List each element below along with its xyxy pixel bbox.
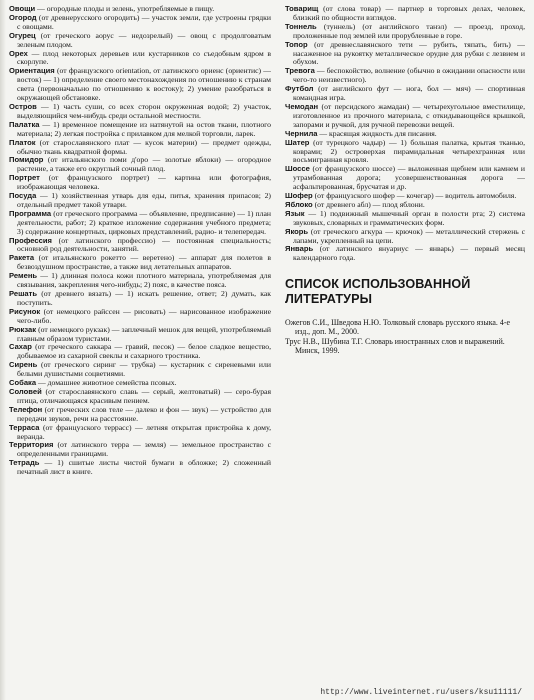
dictionary-entry (285, 103, 525, 130)
dictionary-entry (9, 459, 271, 477)
entry-term: Шоссе (285, 164, 310, 174)
dictionary-entry (9, 174, 271, 192)
dictionary-entry (285, 245, 525, 263)
entry-term: Сахар (9, 342, 32, 352)
entry-definition: — огородные плоды и зелень, употребляемые в пищу. (35, 4, 215, 13)
entry-definition: — 1) временное помещение из натянутой на остов ткани, плотного материала; 2) легкая постройка с прилавком для мелкой торговли, ларек. (17, 119, 271, 138)
entry-definition: (от древнего абл) — плод яблони. (312, 199, 425, 209)
dictionary-entry (9, 406, 271, 424)
dictionary-entry (9, 121, 271, 139)
right-column (285, 5, 525, 355)
entry-definition: (от старославянского славь — серый, желтоватый) — серо-бурая птица, отличающаяся красивым пением. (17, 386, 271, 405)
dictionary-entry (9, 50, 271, 68)
dictionary-entry (285, 41, 525, 68)
entry-definition: (от греческого программа — объявление, предписание) — 1) план деятельности, работ; 2) краткое изложение содержания учебного предмета; 3) содержание концертных, цирковых представлений, радио- и телепередач. (17, 208, 271, 236)
entry-term: Ракета (9, 253, 35, 263)
entry-definition: — беспокойство, волнение (обычно в ожидании опасности или чего-то неизвестного). (293, 66, 525, 85)
entry-term: Тетрадь (9, 458, 40, 468)
entry-definition: (от английского фут — нога, бол — мяч) — спортивная командная игра. (293, 84, 525, 103)
entry-definition: (от греческого агкура — крючок) — металлический стержень с лапами, укрепленный на цепи. (293, 226, 525, 245)
dictionary-entry (9, 326, 271, 344)
entry-definition: (от немецкого рукзак) — заплечный мешок для вещей, употребляемый главным образом туристами. (17, 324, 271, 343)
entry-term: Яблоко (285, 199, 313, 209)
dictionary-entry (9, 192, 271, 210)
entry-definition: (от французского террасс) — летняя открытая пристройка к дому, веранда. (17, 422, 271, 441)
dictionary-entry (9, 290, 271, 308)
entry-term: Программа (9, 208, 52, 218)
entry-definition: (от греческого aoрус — недозрелый) — овощ с продолговатым зеленым плодом. (17, 30, 271, 49)
dictionary-entry (9, 139, 271, 157)
entry-term: Решать (9, 289, 38, 298)
entry-definition: (от старославянского плат — кусок материи) — предмет одежды, обычно ткань квадратной формы. (17, 137, 271, 156)
entry-term: Территория (9, 440, 54, 450)
entry-definition: — плод некоторых деревьев или кустарников со съедобным ядром в скорлупе. (17, 48, 271, 67)
entry-term: Чемодан (285, 101, 319, 111)
right-entries (285, 5, 525, 263)
dictionary-entry (9, 361, 271, 379)
dictionary-entry (9, 308, 271, 326)
entry-definition: — 1) длинная полоса кожи плотного материала, употребляемая для связывания, закрепления чего-нибудь; 2) пояс, в качестве пояса. (17, 271, 271, 290)
dictionary-entry (9, 388, 271, 406)
bibliography (285, 318, 525, 355)
entry-definition: — домашнее животное семейства псовых. (36, 378, 177, 388)
entry-term: Ориентация (9, 66, 55, 76)
entry-definition: (от французского портрет) — картина или фотография, изображающая человека. (17, 173, 271, 192)
bibliography-item: Ожегов С.И., Шведова Н.Ю. Толковый словарь русского языка. 4-е изд., доп. М., 2000. (285, 318, 510, 337)
dictionary-entry (285, 210, 525, 228)
bibliography-item: Трус Н.В., Шубина Т.Г. Словарь иностранных слов и выражений. Минск, 1999. (285, 336, 505, 355)
entry-term: Якорь (285, 226, 309, 236)
entry-definition: (от французского orientation, от латинского ориенс (ориентис) — восток) — 1) определение своего местонахождения по отношению к странам света (первоначально по отношению к востоку); 2) умение разобраться в окружающей обстановке. (17, 66, 271, 103)
entry-term: Чернила (285, 128, 318, 138)
dictionary-entry (9, 272, 271, 290)
entry-definition: (от персидского жамадан) — четырехугольное вместилище, изготовленное из прочного материала, с откидывающейся крышкой, запорами и ручкой, для ручной перевозки вещей. (293, 101, 525, 129)
entry-term: Орех (9, 48, 28, 58)
entry-definition: — 1) хозяйственная утварь для еды, питья, хранения припасов; 2) отдельный предмет такой утвари. (17, 191, 271, 209)
entry-definition: (от итальянского поми д'оро — золотые яблоки) — огородное растение, а также его округлый сочный плод. (17, 155, 271, 174)
footer-url: http://www.liveinternet.ru/users/ksu11111/ (320, 688, 522, 697)
entry-term: Овощи (9, 4, 36, 13)
entry-term: Телефон (9, 404, 43, 414)
entry-definition: — 1) подвижный мышечный орган в полости рта; 2) система звуковых, словарных и грамматических форм. (293, 208, 525, 227)
dictionary-entry (9, 32, 271, 50)
entry-definition: (от французского шофер — кочегар) — водитель автомобиля. (312, 191, 517, 201)
entry-term: Профессия (9, 235, 52, 245)
dictionary-entry (9, 343, 271, 361)
dictionary-entry (9, 424, 271, 442)
entry-term: Рисунок (9, 306, 41, 316)
page-edge-shadow (0, 0, 6, 700)
entry-term: Тревога (285, 66, 315, 76)
dictionary-entry (285, 85, 525, 103)
entry-definition: (от древнего вязать) — 1) искать решение, ответ; 2) думать, как поступить. (17, 289, 271, 307)
entry-term: Собака (9, 378, 37, 388)
entry-definition: (от греческого саккара — гравий, песок) — белое сладкое вещество, добываемое из сахарной свеклы и сахарного тростника. (17, 342, 271, 361)
entry-term: Футбол (285, 84, 314, 94)
entry-definition: (от латинского терра — земля) — земельное пространство с определенными границами. (17, 440, 271, 459)
entry-term: Шатер (285, 137, 310, 147)
entry-term: Огурец (9, 30, 36, 40)
entry-term: Ремень (9, 271, 38, 281)
entry-term: Палатка (9, 119, 40, 129)
entry-definition: — 1) часть суши, со всех сторон окруженная водой; 2) участок, выделяющийся чем-нибудь среди остальной местности. (17, 101, 271, 120)
entry-term: Помидор (9, 155, 44, 165)
entry-definition: (от латинского януариус — январь) — первый месяц календарного года. (293, 244, 525, 263)
dictionary-entry (285, 139, 525, 166)
entry-definition: — красящая жидкость для писания. (317, 128, 437, 138)
entry-definition: (от немецкого райссен — рисовать) — нарисованное изображение чего-либо. (17, 306, 271, 325)
dictionary-entry (285, 228, 525, 246)
entry-term: Тоннель (285, 21, 317, 31)
dictionary-entry (285, 67, 525, 85)
dictionary-entry (9, 210, 271, 237)
entry-term: Платок (9, 137, 36, 147)
entry-term: Портрет (9, 173, 40, 183)
dictionary-entry (9, 254, 271, 272)
entry-definition: (от древнерусского огородить) — участок земли, где устроены грядки с овощами. (17, 12, 271, 31)
entry-definition: (от французского шоссе) — выложенная щебнем или камнем и утрамбованная дорога; усовершенствованная дорога — асфальтированная, брусчатая и др. (293, 164, 525, 192)
entry-term: Огород (9, 12, 37, 22)
dictionary-entry (9, 156, 271, 174)
dictionary-entry (9, 103, 271, 121)
entry-definition: (от латинского профессио) — постоянная специальность; основной род деятельности, занятий. (17, 235, 271, 254)
dictionary-entry (285, 5, 525, 23)
entry-definition: (от греческих слов теле — далеко и фон — звук) — устройство для передачи звуков, речи на расстояние. (17, 404, 271, 423)
entry-term: Посуда (9, 191, 37, 201)
entry-definition: (от слова товар) — партнер в торговых делах, человек, близкий по общности взглядов. (293, 4, 525, 22)
entry-term: Остров (9, 101, 37, 111)
dictionary-entry (9, 237, 271, 255)
section-title: СПИСОК ИСПОЛЬЗОВАННОЙ ЛИТЕРАТУРЫ (285, 277, 471, 307)
entry-term: Топор (285, 39, 308, 49)
entry-term: Январь (285, 244, 314, 254)
entry-term: Сирень (9, 360, 38, 370)
dictionary-entry (9, 67, 271, 103)
dictionary-entry (9, 14, 271, 32)
entry-term: Товарищ (285, 4, 319, 13)
entry-definition: (от греческого сиринг — трубка) — кустарник с сиреневыми или белыми душистыми соцветиями. (17, 360, 271, 379)
dictionary-entry (9, 441, 271, 459)
dictionary-entry (285, 23, 525, 41)
entry-definition: — 1) сшитые листы чистой бумаги в обложке; 2) сложенный печатный лист в книге. (17, 458, 271, 477)
entry-definition: (от древнеславянского тети — рубить, тяпать, бить) — насаженное на рукоятку металлическое орудие для рубки с лезвием и обухом. (293, 39, 525, 67)
left-column (9, 5, 271, 477)
entry-term: Соловей (9, 386, 42, 396)
entry-term: Шофер (285, 191, 313, 201)
entry-term: Язык (285, 208, 305, 218)
dictionary-entry (285, 165, 525, 192)
entry-term: Терраса (9, 422, 40, 432)
entry-definition: (туннель) (от английского танэл) — проезд, проход, проложенные под землей или прорубленные в горе. (293, 21, 525, 40)
entry-definition: (от турецкого чадыр) — 1) большая палатка, крытая тканью, коврами; 2) островерхая пирамидальная четырехгранная или восьмигранная кровля. (293, 137, 525, 165)
entry-definition: (от итальянского рокетто — веретено) — аппарат для полетов в безвоздушном пространстве, а также вид летательных аппаратов. (17, 253, 271, 272)
entry-term: Рюкзак (9, 324, 37, 334)
